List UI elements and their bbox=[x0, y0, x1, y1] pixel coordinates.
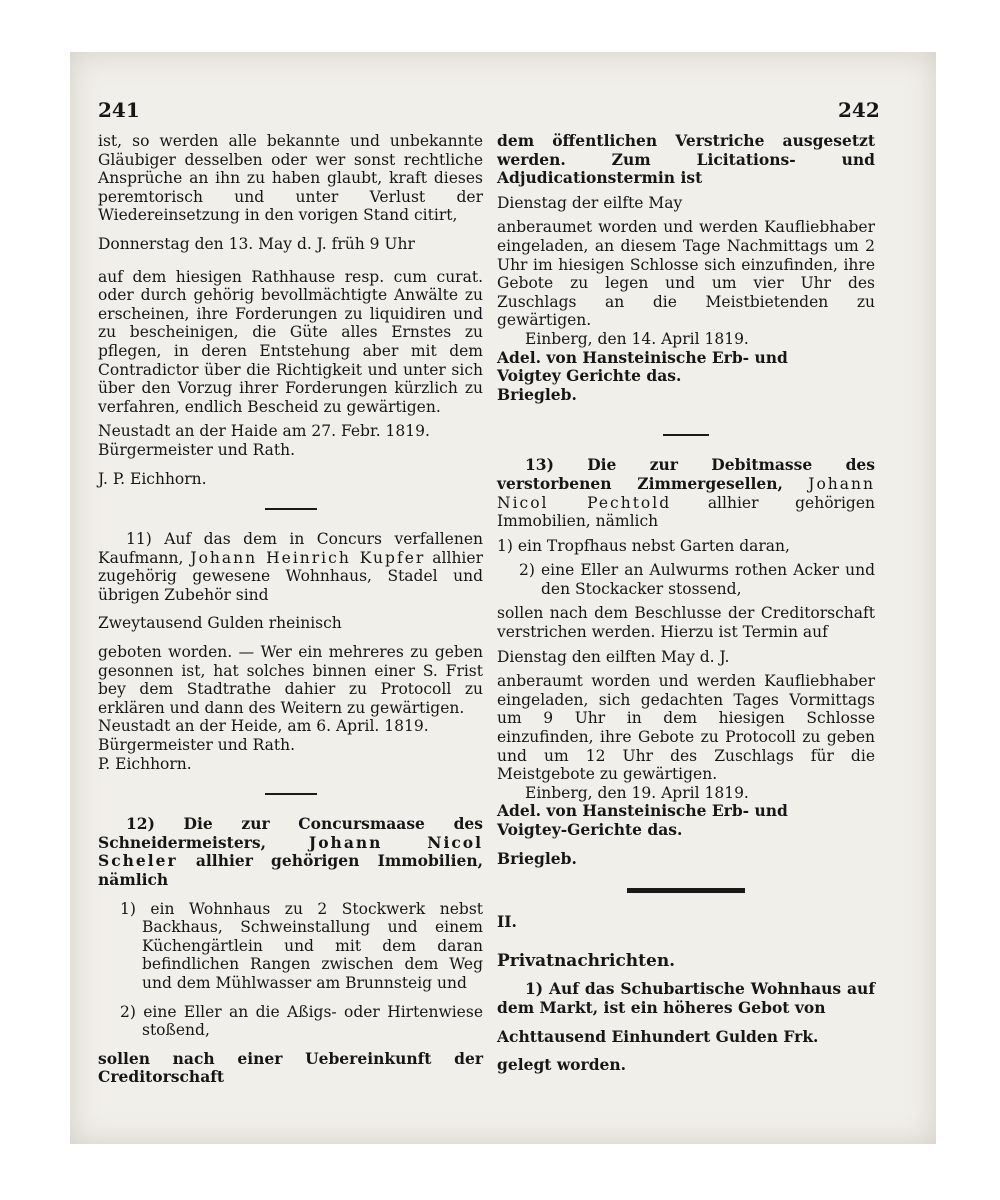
authority: Adel. von Hansteinische Erb- und bbox=[497, 347, 788, 367]
paragraph: anberaumet worden und werden Kaufliebhaber eingeladen, an diesem Tage Nachmittags um 2 Uhr im hiesigen Schlosse sich einzufinden, ihre Gebote zu legen und um vier Uhr des Zuschlags an die Meistbietenden zu gewärtigen. bbox=[497, 218, 875, 330]
notice-11-intro: 11) Auf das dem in Concurs verfallenen Kaufmann, bbox=[98, 530, 483, 567]
authority: Adel. von Hansteinische Erb- und bbox=[497, 801, 788, 821]
right-column bbox=[497, 132, 875, 1075]
notice-12-name: Johann Nicol Scheler bbox=[98, 832, 483, 871]
signature: Briegleb. bbox=[497, 848, 577, 868]
paragraph: geboten worden. — Wer ein mehreres zu geben gesonnen ist, hat solches binnen einer S. Frist bey dem Stadtrathe dahier zu Protocoll zu erklären und dann des Weitern zu gewärtigen. bbox=[98, 643, 483, 717]
notice-13-rest: allhier gehörigen Immobilien, nämlich bbox=[497, 493, 875, 531]
page-number-right: 242 bbox=[838, 98, 880, 122]
signature: P. Eichhorn. bbox=[98, 754, 192, 773]
notice-13-name: Johann Nicol Pechtold bbox=[497, 474, 875, 512]
paragraph: ist, so werden alle bekannte und unbekannte Gläubiger desselben oder wer sonst rechtliche Ansprüche an ihn zu haben glaubt, kraft dieses peremtorisch und unter Verlust der Wiedereinsetzung in den vorigen Stand citirt, bbox=[98, 132, 483, 225]
amount: Zweytausend Gulden rheinisch bbox=[98, 614, 342, 633]
signature: J. P. Eichhorn. bbox=[98, 469, 207, 488]
notice-12-rest: allhier gehörigen Immobilien, nämlich bbox=[98, 851, 483, 889]
authority: Bürgermeister und Rath. bbox=[98, 440, 296, 459]
notice-13-intro: 13) Die zur Debitmasse des verstorbenen Zimmergesellen, bbox=[497, 455, 875, 493]
list-item: 2) eine Eller an die Aßigs- oder Hirtenwiese stoßend, bbox=[120, 1002, 483, 1040]
paragraph: sollen nach dem Beschlusse der Creditorschaft verstrichen werden. Hierzu ist Termin auf bbox=[497, 604, 875, 642]
term-date: Dienstag der eilfte May bbox=[497, 193, 683, 212]
paragraph: gelegt worden. bbox=[497, 1055, 627, 1075]
list-item: 1) ein Wohnhaus zu 2 Stockwerk nebst Backhaus, Schweinstallung und einem Küchengärtlein und mit dem daran befindlichen Rangen zwischen dem Weg und dem Mühlwasser am Brunnsteig und bbox=[120, 899, 483, 992]
notice-13 bbox=[497, 456, 875, 530]
place-date: Einberg, den 19. April 1819. bbox=[525, 783, 749, 802]
notice-11-rest: allhier zugehörig gewesene Wohnhaus, Stadel und übrigen Zubehör sind bbox=[98, 548, 483, 604]
paragraph: dem öffentlichen Verstriche ausgesetzt werden. Zum Licitations- und Adjudicationstermin ist bbox=[497, 131, 875, 188]
section-title: Privatnachrichten. bbox=[497, 950, 676, 971]
notice-11-name: Johann Heinrich Kupfer bbox=[190, 548, 426, 567]
left-column bbox=[98, 132, 483, 1087]
term-date: Dienstag den eilften May d. J. bbox=[497, 647, 730, 666]
place-date: Einberg, den 14. April 1819. bbox=[525, 329, 749, 348]
court-date: Donnerstag den 13. May d. J. früh 9 Uhr bbox=[98, 234, 415, 253]
authority: Voigtey-Gerichte das. bbox=[497, 820, 683, 839]
amount: Achttausend Einhundert Gulden Frk. bbox=[497, 1026, 819, 1046]
authority: Voigtey Gerichte das. bbox=[497, 366, 682, 386]
notice-12 bbox=[98, 815, 483, 889]
paragraph: anberaumt worden und werden Kaufliebhaber eingeladen, sich gedachten Tages Vormittags um 9 Uhr in dem hiesigen Schlosse einzufinden, ihre Gebote zu Protocoll zu geben und um 12 Uhr des Zuschlags für die Meistgebote zu gewärtigen. bbox=[497, 672, 875, 784]
place-date: Neustadt an der Haide am 27. Febr. 1819. bbox=[98, 422, 430, 441]
section-numeral: II. bbox=[497, 912, 517, 932]
list-item: 2) eine Eller an Aulwurms rothen Acker und den Stockacker stossend, bbox=[519, 561, 875, 598]
notice-11 bbox=[98, 530, 483, 604]
notice-12-intro: 12) Die zur Concursmaase des Schneidermeisters, bbox=[98, 814, 483, 852]
paragraph: sollen nach einer Uebereinkunft der Creditorschaft bbox=[98, 1048, 483, 1087]
authority: Bürgermeister und Rath. bbox=[98, 736, 296, 755]
paragraph: auf dem hiesigen Rathhause resp. cum curat. oder durch gehörig bevollmächtigte Anwälte zu erscheinen, ihre Forderungen zu liquidiren und zu bescheinigen, die Güte alles Ernstes zu pflegen, in deren Entstehung aber mit dem Contradictor über die Richtigkeit und unter sich über den Vorzug ihrer Forderungen kürzlich zu verfahren, endlich Bescheid zu gewärtigen. bbox=[98, 267, 483, 416]
list-item: 1) ein Tropfhaus nebst Garten daran, bbox=[497, 536, 790, 555]
place-date: Neustadt an der Heide, am 6. April. 1819. bbox=[98, 717, 429, 736]
paragraph: 1) Auf das Schubartische Wohnhaus auf dem Markt, ist ein höheres Gebot von bbox=[497, 979, 875, 1017]
signature: Briegleb. bbox=[497, 384, 577, 404]
page-number-left: 241 bbox=[98, 98, 140, 122]
